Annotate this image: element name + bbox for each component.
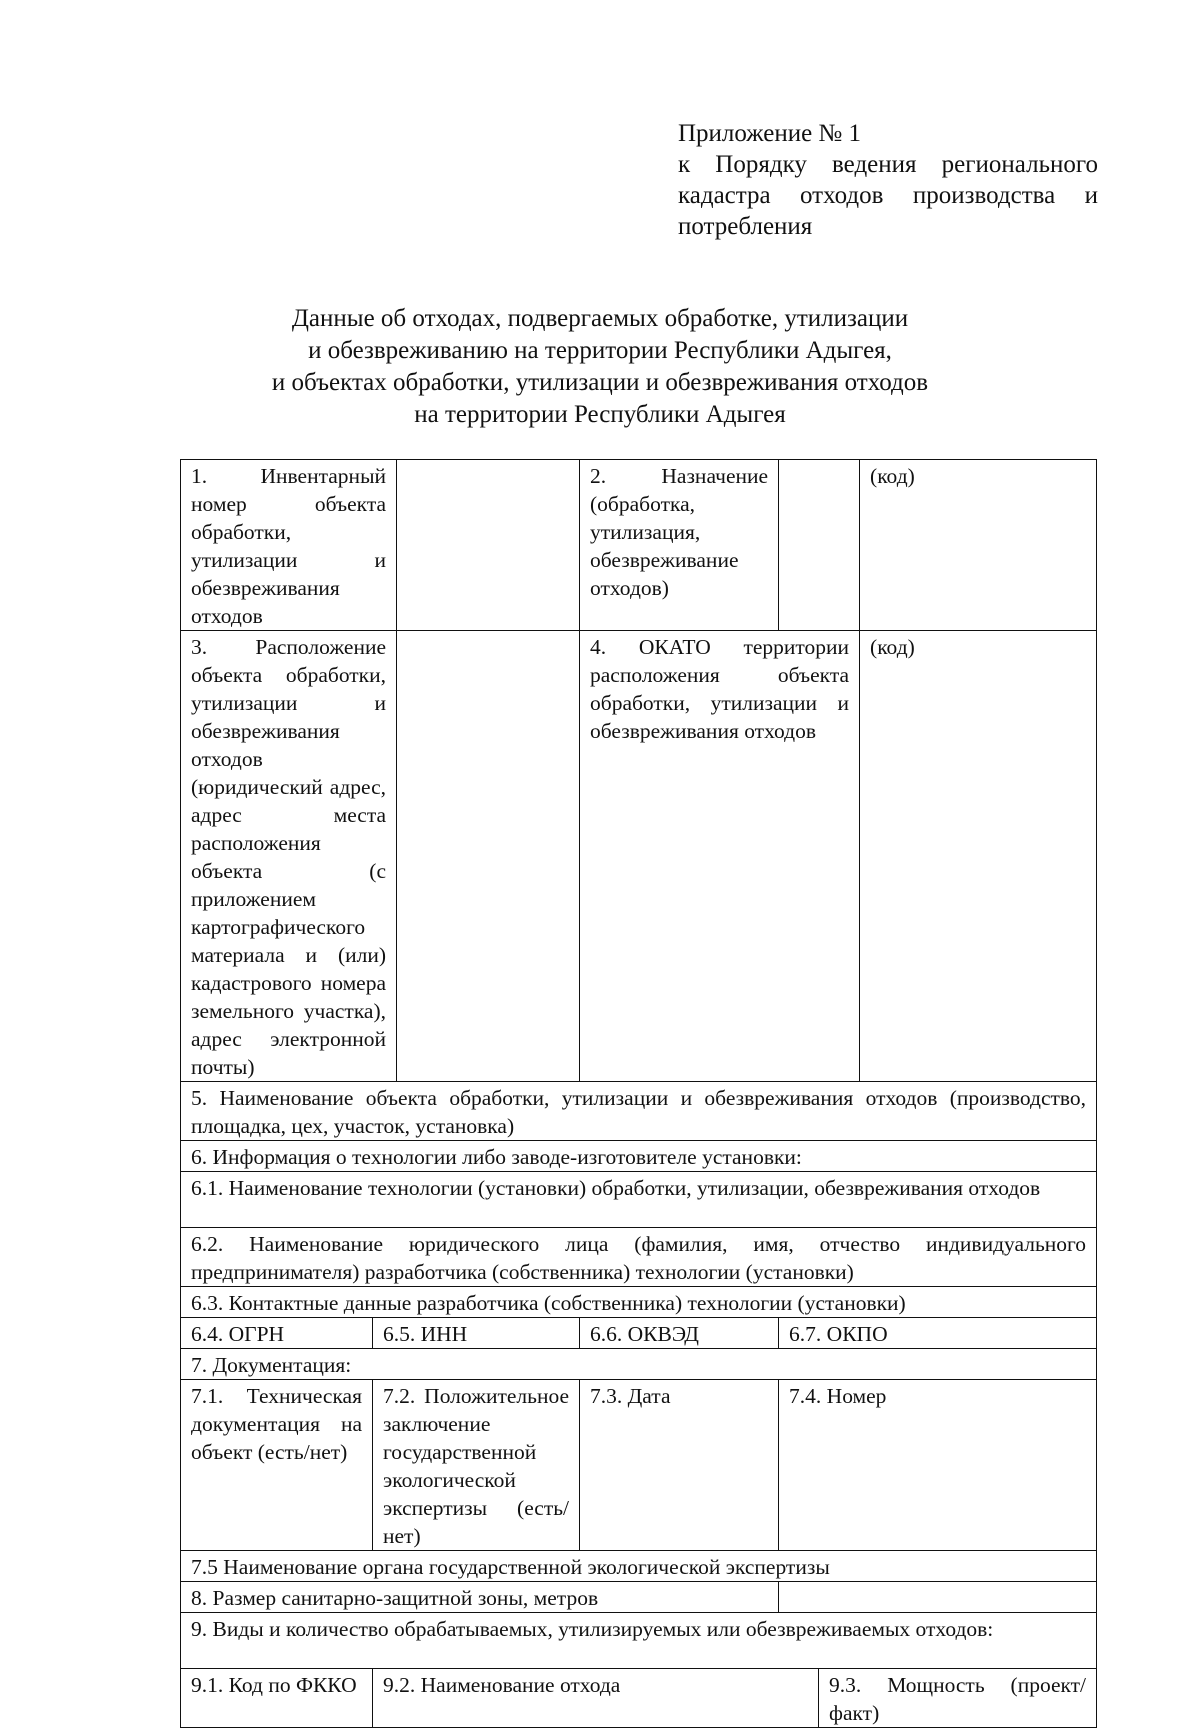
field-technology-name[interactable]: 6.1. Наименование технологии (установки) обработки, утилизации, обезвреживания отходов <box>181 1172 1097 1228</box>
field-capacity[interactable]: 9.3. Мощность (проект/факт) <box>819 1669 1097 1728</box>
table-row <box>181 1349 1097 1380</box>
heading-line: на территории Республики Адыгея <box>414 401 786 428</box>
field-inventory-number-label: 1. Инвентарный номер объекта обработки, утилизации и обезвреживания отходов <box>181 460 397 631</box>
table-row <box>181 1613 1097 1669</box>
table-row <box>181 1318 1097 1349</box>
heading-line: и обезвреживанию на территории Республики Адыгея, <box>308 337 892 364</box>
field-purpose-code: (код) <box>860 460 1097 631</box>
cadastre-form-table <box>180 459 1097 1728</box>
field-okato-label: 4. ОКАТО территории расположения объекта обработки, утилизации и обезвреживания отходов <box>580 631 860 1082</box>
field-object-name[interactable]: 5. Наименование объекта обработки, утилизации и обезвреживания отходов (производство, площадка, цех, участок, установка) <box>181 1082 1097 1141</box>
field-ogrn[interactable]: 6.4. ОГРН <box>181 1318 373 1349</box>
table-row <box>181 1669 1097 1728</box>
field-inventory-number-value[interactable] <box>397 460 580 631</box>
field-purpose-value[interactable] <box>779 460 860 631</box>
appendix-line: потребления <box>678 213 813 240</box>
field-developer-name[interactable]: 6.2. Наименование юридического лица (фамилия, имя, отчество индивидуального предпринимателя) разработчика (собственника) технологии (установки) <box>181 1228 1097 1287</box>
appendix-title: Приложение № 1 <box>678 120 862 147</box>
table-row <box>181 1582 1097 1613</box>
appendix-line: к Порядку ведения регионального <box>678 151 1098 178</box>
field-okved[interactable]: 6.6. ОКВЭД <box>580 1318 779 1349</box>
table-row <box>181 1228 1097 1287</box>
table-row <box>181 1172 1097 1228</box>
appendix-line: кадастра отходов производства и <box>678 182 1098 209</box>
field-expertise-authority[interactable]: 7.5 Наименование органа государственной экологической экспертизы <box>181 1551 1097 1582</box>
table-row <box>181 1287 1097 1318</box>
field-sanitary-zone-label: 8. Размер санитарно-защитной зоны, метров <box>181 1582 779 1613</box>
field-location-value[interactable] <box>397 631 580 1082</box>
field-waste-types: 9. Виды и количество обрабатываемых, утилизируемых или обезвреживаемых отходов: <box>181 1613 1097 1669</box>
field-expertise-number[interactable]: 7.4. Номер <box>779 1380 1097 1551</box>
field-documentation: 7. Документация: <box>181 1349 1097 1380</box>
table-row <box>181 1551 1097 1582</box>
appendix-block <box>678 118 1098 242</box>
field-technology-info: 6. Информация о технологии либо заводе-изготовителе установки: <box>181 1141 1097 1172</box>
field-developer-contacts[interactable]: 6.3. Контактные данные разработчика (собственника) технологии (установки) <box>181 1287 1097 1318</box>
field-technical-docs[interactable]: 7.1. Техническая документация на объект (есть/нет) <box>181 1380 373 1551</box>
field-fkko-code[interactable]: 9.1. Код по ФККО <box>181 1669 373 1728</box>
field-expertise-date[interactable]: 7.3. Дата <box>580 1380 779 1551</box>
table-row <box>181 1380 1097 1551</box>
field-waste-name[interactable]: 9.2. Наименование отхода <box>373 1669 819 1728</box>
document-heading <box>150 303 1050 431</box>
field-location-label: 3. Расположение объекта обработки, утилизации и обезвреживания отходов (юридический адрес, адрес места расположения объекта (с приложением картографического материала и (или) кадастрового номера земельного участка), адрес электронной почты) <box>181 631 397 1082</box>
field-purpose-label: 2. Назначение (обработка, утилизация, обезвреживание отходов) <box>580 460 779 631</box>
field-expertise-conclusion[interactable]: 7.2. Положительное заключение государственной экологической экспертизы (есть/нет) <box>373 1380 580 1551</box>
heading-line: и объектах обработки, утилизации и обезвреживания отходов <box>271 369 929 396</box>
table-row <box>181 1082 1097 1141</box>
heading-line: Данные об отходах, подвергаемых обработке, утилизации <box>291 305 909 332</box>
field-sanitary-zone-value[interactable] <box>779 1582 1097 1613</box>
field-inn[interactable]: 6.5. ИНН <box>373 1318 580 1349</box>
table-row <box>181 1141 1097 1172</box>
table-row <box>181 460 1097 631</box>
field-okato-code: (код) <box>860 631 1097 1082</box>
field-okpo[interactable]: 6.7. ОКПО <box>779 1318 1097 1349</box>
table-row <box>181 631 1097 1082</box>
